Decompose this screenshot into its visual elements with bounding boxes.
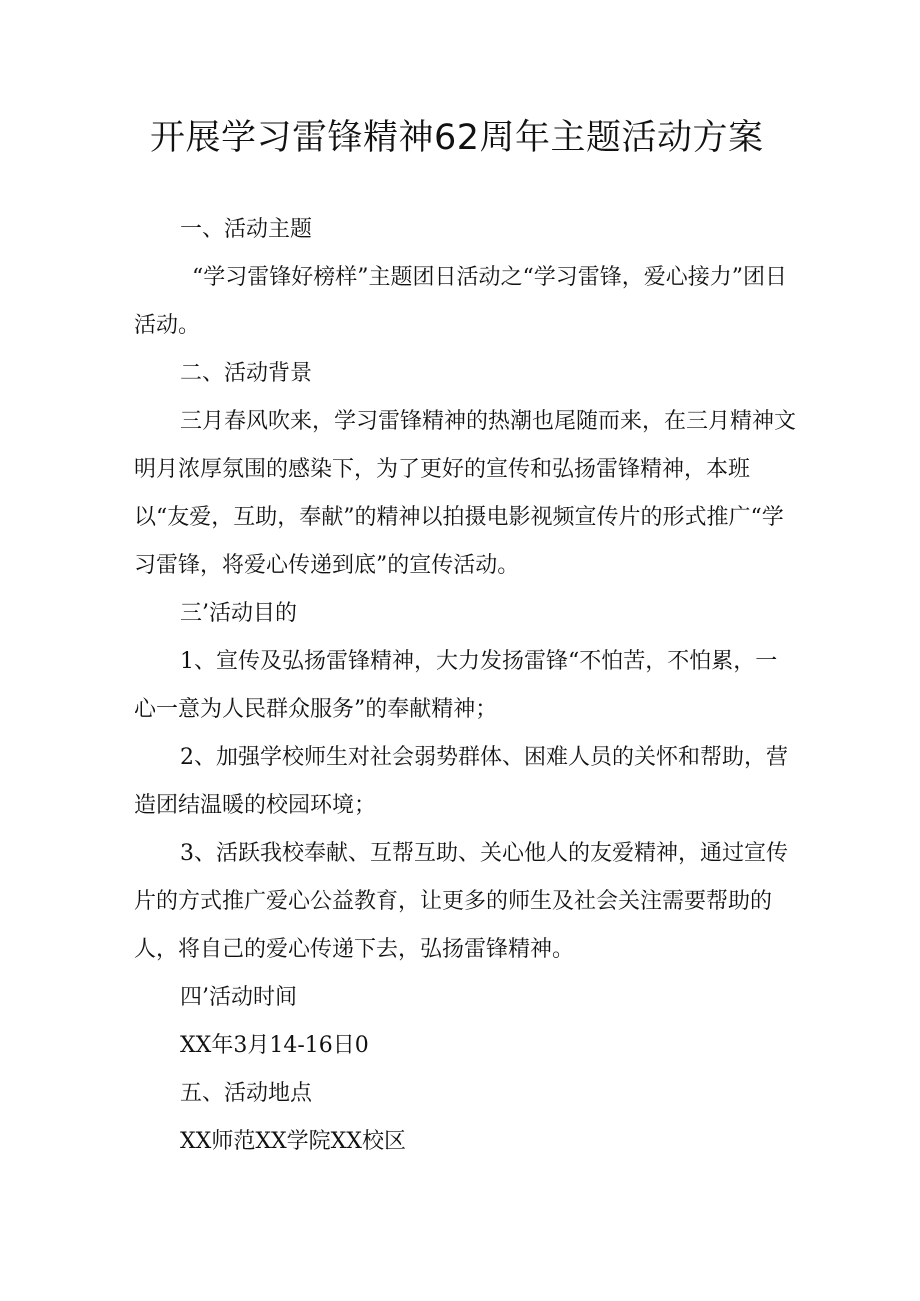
purpose-item-2: 2、加强学校师生对社会弱势群体、困难人员的关怀和帮助，营造团结温暖的校园环境； (134, 745, 788, 818)
section-heading-background: 二、活动背景 (180, 361, 313, 386)
purpose-item-3: 3、活跃我校奉献、互帮互助、关心他人的友爱精神，通过宣传片的方式推广爱心公益教育，让更多的师生及社会关注需要帮助的人，将自己的爱心传递下去，弘扬雷锋精神。 (134, 841, 788, 962)
document-title: 开展学习雷锋精神62周年主题活动方案 (150, 118, 764, 158)
section-heading-theme: 一、活动主题 (180, 217, 313, 242)
section-body-location: XX师范XX学院XX校区 (180, 1129, 406, 1154)
section-body-theme: “学习雷锋好榜样”主题团日活动之“学习雷锋，爱心接力”团日活动。 (134, 265, 787, 338)
section-heading-location: 五、活动地点 (180, 1081, 313, 1106)
document-body (134, 206, 798, 1166)
purpose-item-1: 1、宣传及弘扬雷锋精神，大力发扬雷锋“不怕苦，不怕累，一心一意为人民群众服务”的奉献精神； (134, 649, 778, 722)
section-body-time: XX年3月14-16日0 (180, 1033, 369, 1058)
section-heading-time: 四’活动时间 (180, 985, 297, 1010)
section-heading-purpose: 三’活动目的 (180, 601, 297, 626)
section-body-background: 三月春风吹来，学习雷锋精神的热潮也尾随而来，在三月精神文明月浓厚氛围的感染下，为了更好的宣传和弘扬雷锋精神，本班以“友爱，互助，奉献”的精神以拍摄电影视频宣传片的形式推广“学习雷锋，将爱心传递到底”的宣传活动。 (134, 409, 797, 578)
